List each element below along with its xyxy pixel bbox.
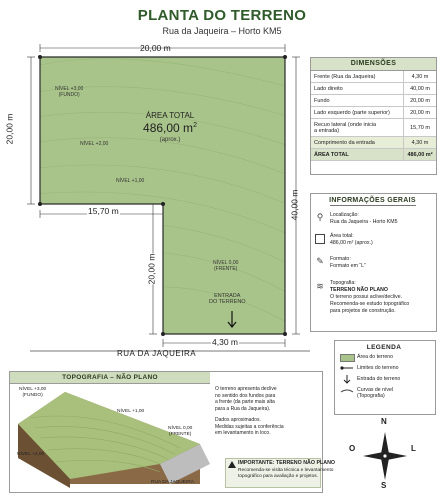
info-title: INFORMAÇÕES GERAIS: [329, 197, 416, 204]
info-format: Formato: Formato em “L”: [330, 256, 366, 269]
compass-north: N: [381, 417, 387, 426]
legend-area-swatch: [340, 354, 355, 362]
dim-bottom-label: 4,30 m: [212, 337, 238, 347]
level-1-label: NÍVEL +1,00: [116, 178, 145, 184]
legend-item: Entrada do terreno: [357, 376, 401, 382]
dim-step-label: 15,70 m: [88, 206, 119, 216]
street-label: RUA DA JAQUEIRA: [117, 349, 197, 358]
corner-point: [38, 202, 42, 206]
legend-title: LEGENDA: [366, 344, 402, 351]
corner-point: [161, 202, 165, 206]
compass-south: S: [381, 481, 387, 490]
dimensions-panel: [310, 57, 437, 175]
level-3-label: NÍVEL +3,00 (FUNDO): [55, 86, 84, 98]
corner-point: [283, 332, 287, 336]
legend-item: Curvas de nível (Topografia): [357, 387, 394, 399]
table-row: Comprimento da entrada 4,30 m: [311, 137, 436, 149]
legend-item: Limites do terreno: [357, 365, 399, 371]
dim-left-label: 20,00 m: [4, 113, 15, 145]
area-total-title: ÁREA TOTAL: [145, 111, 195, 120]
area-total-approx: (aprox.): [159, 137, 181, 143]
topo-street-label: RUA DA JAQUEIRA: [151, 480, 194, 485]
area-total-value: 486,00 $m^2$: [143, 121, 197, 135]
compass-rose-icon: [360, 428, 410, 484]
warning-title: IMPORTANTE: TERRENO NÃO PLANO: [238, 460, 336, 466]
topography-title: TOPOGRAFIA – NÃO PLANO: [10, 372, 210, 384]
page-subtitle: Rua da Jaqueira – Horto KM5: [162, 26, 282, 36]
table-row: Fundo 20,00 m: [311, 95, 436, 107]
corner-point: [283, 55, 287, 59]
warning-icon: [228, 461, 236, 468]
info-location: Localização: Rua da Jaqueira - Horto KM5: [330, 212, 398, 225]
level-0-label: NÍVEL 0,00 (FRENTE): [213, 260, 239, 272]
topo-level-0-label: NÍVEL 0,00 (FRENTE): [168, 426, 193, 437]
table-row: Lado direito 40,00 m: [311, 83, 436, 95]
dim-top-label: 20,00 m: [140, 43, 171, 53]
corner-point: [38, 55, 42, 59]
table-row: Lado esquerdo (parte superior) 20,00 m: [311, 107, 436, 119]
table-row: Frente (Rua da Jaqueira) 4,30 m: [311, 71, 436, 83]
table-row-total: ÁREA TOTAL 486,00 m²: [311, 149, 436, 161]
dim-step-v-label: 20,00 m: [146, 253, 157, 285]
info-topography: Topografia: TERRENO NÃO PLANO O terreno possui aclive/declive. Recomenda-se estudo topográfico para projetos de construção.: [330, 280, 410, 314]
topography-icon: ≋: [316, 281, 324, 291]
dimensions-table: [311, 71, 436, 161]
corner-point: [161, 332, 165, 336]
legend-entrance-arrow-icon: [339, 374, 355, 384]
topo-level-2-label: NÍVEL +2,00: [17, 452, 45, 457]
table-row: Recuo lateral (onde inicia a entrada) 15,70 m: [311, 119, 436, 137]
topo-level-1-label: NÍVEL +1,00: [117, 409, 145, 414]
level-2-label: NÍVEL +2,00: [80, 141, 109, 147]
info-area: Área total: 486,00 m² (aprox.): [330, 233, 373, 246]
legend-limit-symbol: [339, 364, 355, 372]
topo-level-3-label: NÍVEL +3,00 (FUNDO): [19, 387, 47, 398]
legend-item: Área do terreno: [357, 354, 394, 360]
location-pin-icon: ⚲: [316, 212, 324, 222]
topography-note: O terreno apresenta declive no sentido dos fundos para a frente (da parte mais alta para a Rua da Jaqueira). Dados aproximados. Medidas sujeitas a conferência em levantamento in loco.: [215, 386, 284, 436]
warning-text: Recomenda-se visita técnica e levantamento topográfico para avaliação e projetos.: [238, 468, 334, 479]
area-square-icon: [315, 234, 325, 244]
entrance-label: ENTRADA DO TERRENO: [209, 293, 246, 305]
compass-east: L: [411, 444, 416, 453]
page-title: PLANTA DO TERRENO: [137, 7, 307, 24]
dim-right-label: 40,00 m: [289, 189, 300, 221]
dimensions-title: DIMENSÕES: [311, 58, 436, 71]
legend-contour-icon: [339, 387, 355, 395]
ruler-icon: ✎: [316, 256, 324, 266]
compass-west: O: [349, 444, 356, 453]
